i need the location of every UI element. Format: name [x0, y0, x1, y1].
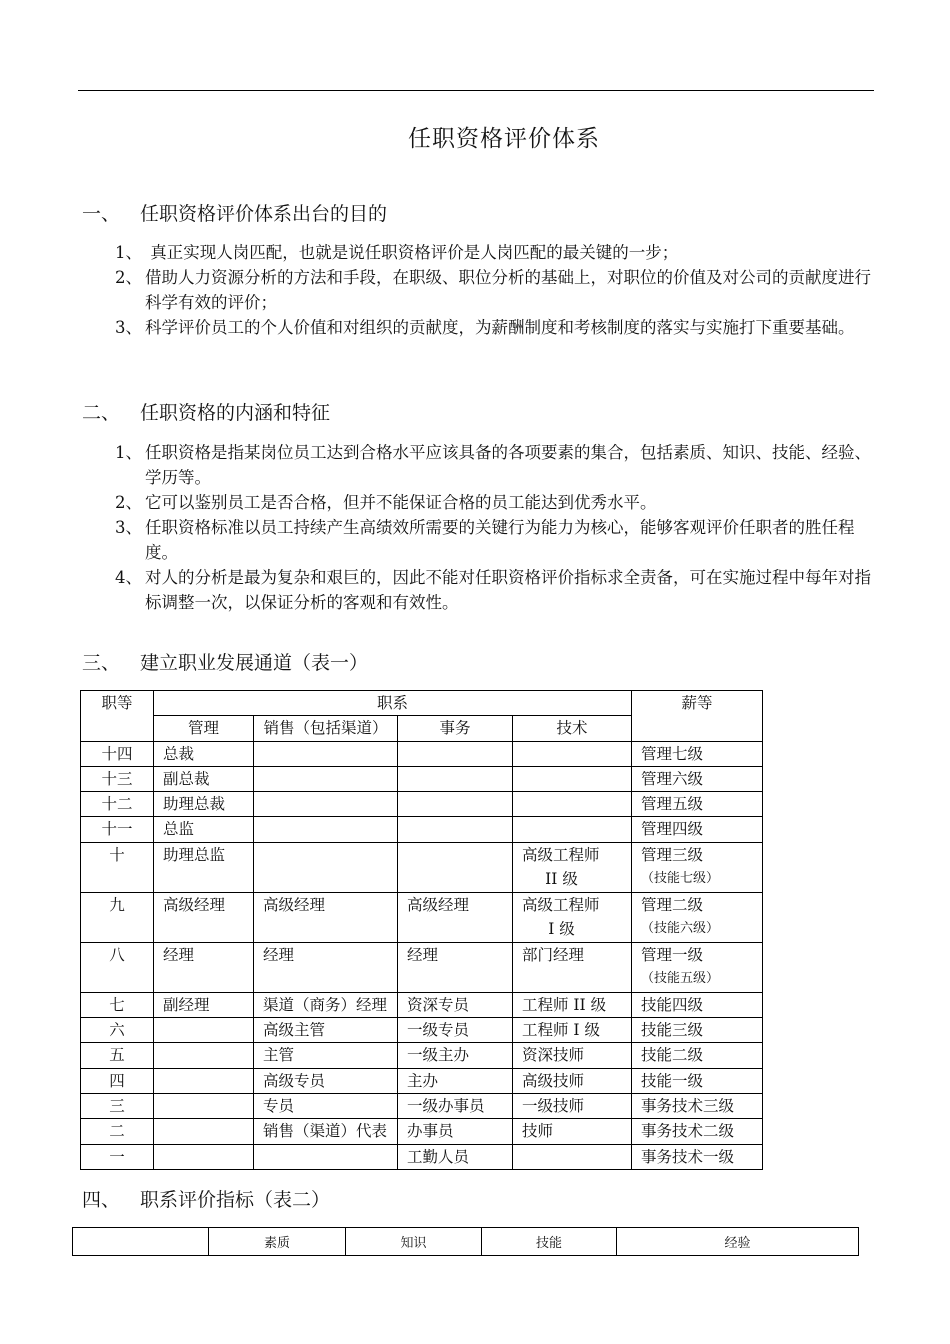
- affairs-cell-text: 工勤人员: [407, 1147, 470, 1166]
- management-cell: [154, 1119, 254, 1144]
- management-cell: [154, 1043, 254, 1068]
- table-row: [81, 792, 763, 817]
- grade-cell: [81, 992, 154, 1017]
- sales-cell: [254, 1043, 398, 1068]
- technical-cell-text: 一级技师: [522, 1096, 585, 1115]
- pay-grade-cell-text: 事务技术一级: [641, 1147, 735, 1166]
- technical-level-text: I 级: [548, 919, 575, 938]
- table-row: [81, 766, 763, 791]
- pay-grade-cell-text: 技能四级: [641, 995, 704, 1014]
- management-cell: [154, 1093, 254, 1118]
- technical-cell: [513, 1119, 632, 1144]
- affairs-cell: [398, 817, 513, 842]
- section-heading-2: [82, 398, 330, 425]
- table-row: [81, 1043, 763, 1068]
- affairs-cell: [398, 766, 513, 791]
- grade-cell-text: 五: [109, 1046, 125, 1065]
- technical-cell: [513, 1018, 632, 1043]
- management-cell-text: 副经理: [163, 995, 210, 1014]
- technical-cell-text: 工程师 II 级: [522, 995, 607, 1014]
- sales-cell: [254, 942, 398, 992]
- affairs-cell-text: 经理: [407, 945, 439, 964]
- pay-subgrade-text: （技能七级）: [641, 870, 720, 886]
- affairs-cell: [398, 1068, 513, 1093]
- header-cell: 职等: [81, 691, 154, 742]
- grade-cell: [81, 741, 154, 766]
- management-cell: [154, 992, 254, 1017]
- grade-cell: [81, 792, 154, 817]
- item-text: 科学评价员工的个人价值和对组织的贡献度，为薪酬制度和考核制度的落实与实施打下重要基础。: [145, 318, 855, 337]
- technical-cell: [513, 992, 632, 1017]
- sales-cell-text: 经理: [263, 945, 295, 964]
- technical-cell: [513, 842, 632, 892]
- pay-grade-cell-text: 管理六级: [641, 769, 704, 788]
- affairs-cell: [398, 1043, 513, 1068]
- table-row: [81, 1068, 763, 1093]
- sales-cell: [254, 1144, 398, 1169]
- header-cell: 技能: [482, 1228, 617, 1256]
- technical-cell: [513, 766, 632, 791]
- sales-cell-text: 主管: [263, 1046, 295, 1065]
- header-cell: 素质: [209, 1228, 346, 1256]
- table-row: [81, 942, 763, 992]
- section-number: 二、: [82, 402, 121, 424]
- section-number: 三、: [82, 652, 121, 674]
- header-cell: 职系: [154, 691, 632, 716]
- pay-grade-cell-text: 事务技术二级: [641, 1122, 735, 1141]
- table-row: [81, 992, 763, 1017]
- header-rule: [78, 90, 874, 91]
- pay-grade-cell-text: 事务技术三级: [641, 1096, 735, 1115]
- sales-cell: [254, 892, 398, 942]
- section-number: 四、: [82, 1189, 121, 1211]
- affairs-cell: [398, 892, 513, 942]
- sales-cell: [254, 1093, 398, 1118]
- table-row: [81, 741, 763, 766]
- list-item: [115, 265, 875, 315]
- technical-cell: [513, 942, 632, 992]
- sales-cell-text: 高级经理: [263, 895, 326, 914]
- management-cell-text: 助理总监: [163, 845, 226, 864]
- sales-cell-text: 渠道（商务）经理: [263, 995, 388, 1014]
- pay-grade-cell-text: 管理一级: [641, 945, 704, 964]
- header-cell: 薪等: [632, 691, 763, 742]
- item-number: 2、: [115, 268, 142, 287]
- sales-cell: [254, 792, 398, 817]
- affairs-cell-text: 主办: [407, 1071, 439, 1090]
- management-cell: [154, 817, 254, 842]
- list-item: [115, 440, 875, 490]
- list-item: [115, 240, 875, 265]
- technical-cell: [513, 817, 632, 842]
- grade-cell: [81, 1068, 154, 1093]
- sales-cell: [254, 992, 398, 1017]
- grade-cell-text: 十: [109, 845, 125, 864]
- technical-cell-text: 高级技师: [522, 1071, 585, 1090]
- affairs-cell-text: 一级主办: [407, 1046, 470, 1065]
- item-text: 借助人力资源分析的方法和手段，在职级、职位分析的基础上，对职位的价值及对公司的贡献度进行科学有效的评价；: [145, 268, 871, 312]
- sales-cell: [254, 766, 398, 791]
- pay-grade-cell-text: 技能三级: [641, 1021, 704, 1040]
- section-1-list: [115, 240, 875, 340]
- section-title: 任职资格的内涵和特征: [140, 402, 331, 424]
- pay-subgrade-text: （技能六级）: [641, 920, 720, 936]
- affairs-cell-text: 一级办事员: [407, 1096, 485, 1115]
- sales-cell-text: 专员: [263, 1096, 295, 1115]
- sales-cell-text: 销售（渠道）代表: [263, 1122, 388, 1141]
- pay-grade-cell: [632, 741, 763, 766]
- sales-cell: [254, 1068, 398, 1093]
- header-cell: 事务: [398, 716, 513, 741]
- item-text: 真正实现人岗匹配，也就是说任职资格评价是人岗匹配的最关键的一步；: [145, 243, 679, 262]
- grade-cell: [81, 892, 154, 942]
- affairs-cell: [398, 1018, 513, 1043]
- pay-grade-cell: [632, 792, 763, 817]
- affairs-cell: [398, 741, 513, 766]
- sales-cell: [254, 817, 398, 842]
- table-header-row: [73, 1228, 859, 1256]
- management-cell: [154, 892, 254, 942]
- grade-cell-text: 十一: [101, 820, 133, 839]
- pay-grade-cell: [632, 992, 763, 1017]
- affairs-cell-text: 一级专员: [407, 1021, 470, 1040]
- table-row: [81, 1018, 763, 1043]
- pay-grade-cell: [632, 1093, 763, 1118]
- management-cell: [154, 1144, 254, 1169]
- header-cell: 知识: [346, 1228, 482, 1256]
- sales-cell-text: 高级专员: [263, 1071, 326, 1090]
- header-cell: [73, 1228, 209, 1256]
- section-heading-4: [82, 1185, 330, 1212]
- technical-level-text: II 级: [545, 869, 578, 888]
- sales-cell: [254, 1119, 398, 1144]
- section-title: 职系评价指标（表二）: [140, 1189, 331, 1211]
- table-row: [81, 1144, 763, 1169]
- pay-grade-cell: [632, 1119, 763, 1144]
- grade-cell-text: 六: [109, 1021, 125, 1040]
- grade-cell-text: 八: [109, 945, 125, 964]
- pay-grade-cell: [632, 942, 763, 992]
- technical-cell: [513, 1043, 632, 1068]
- grade-cell-text: 九: [109, 895, 125, 914]
- item-number: 3、: [115, 318, 142, 337]
- grade-cell: [81, 766, 154, 791]
- management-cell: [154, 842, 254, 892]
- table-row: [81, 842, 763, 892]
- career-path-table: [80, 690, 763, 1170]
- technical-cell: [513, 1144, 632, 1169]
- technical-cell-text: 高级工程师: [522, 895, 600, 914]
- section-heading-1: [82, 199, 387, 226]
- technical-cell: [513, 741, 632, 766]
- item-number: 1、: [115, 243, 142, 262]
- technical-cell-text: 工程师 I 级: [522, 1021, 600, 1040]
- item-number: 2、: [115, 493, 142, 512]
- item-number: 1、: [115, 443, 142, 462]
- affairs-cell-text: 办事员: [407, 1122, 454, 1141]
- pay-grade-cell: [632, 766, 763, 791]
- grade-cell-text: 一: [109, 1147, 125, 1166]
- pay-grade-cell: [632, 1043, 763, 1068]
- table-row: [81, 1119, 763, 1144]
- header-cell: 管理: [154, 716, 254, 741]
- pay-grade-cell-text: 技能二级: [641, 1046, 704, 1065]
- grade-cell-text: 三: [109, 1096, 125, 1115]
- grade-cell-text: 十四: [101, 744, 133, 763]
- technical-cell-text: 资深技师: [522, 1046, 585, 1065]
- section-title: 任职资格评价体系出台的目的: [140, 203, 388, 225]
- grade-cell-text: 二: [109, 1122, 125, 1141]
- grade-cell: [81, 1043, 154, 1068]
- section-2-list: [115, 440, 875, 615]
- affairs-cell: [398, 842, 513, 892]
- pay-grade-cell: [632, 892, 763, 942]
- affairs-cell: [398, 1144, 513, 1169]
- grade-cell: [81, 1018, 154, 1043]
- grade-cell-text: 七: [109, 995, 125, 1014]
- table-row: [81, 817, 763, 842]
- management-cell: [154, 741, 254, 766]
- list-item: [115, 490, 875, 515]
- management-cell: [154, 942, 254, 992]
- pay-grade-cell-text: 管理四级: [641, 820, 704, 839]
- item-number: 3、: [115, 518, 142, 537]
- affairs-cell: [398, 1093, 513, 1118]
- management-cell-text: 高级经理: [163, 895, 226, 914]
- management-cell-text: 总监: [163, 820, 195, 839]
- pay-grade-cell: [632, 1018, 763, 1043]
- table-row: [81, 892, 763, 942]
- grade-cell: [81, 1144, 154, 1169]
- management-cell: [154, 1068, 254, 1093]
- management-cell: [154, 792, 254, 817]
- item-text: 它可以鉴别员工是否合格，但并不能保证合格的员工能达到优秀水平。: [145, 493, 657, 512]
- management-cell-text: 经理: [163, 945, 195, 964]
- section-number: 一、: [82, 203, 121, 225]
- sales-cell: [254, 741, 398, 766]
- header-cell: 销售（包括渠道）: [254, 716, 398, 741]
- list-item: [115, 515, 875, 565]
- management-cell: [154, 766, 254, 791]
- grade-cell: [81, 942, 154, 992]
- affairs-cell: [398, 1119, 513, 1144]
- pay-grade-cell-text: 管理七级: [641, 744, 704, 763]
- pay-grade-cell: [632, 1144, 763, 1169]
- sales-cell: [254, 1018, 398, 1043]
- grade-cell: [81, 842, 154, 892]
- affairs-cell-text: 资深专员: [407, 995, 470, 1014]
- item-number: 4、: [115, 568, 142, 587]
- item-text: 任职资格是指某岗位员工达到合格水平应该具备的各项要素的集合，包括素质、知识、技能、经验、学历等。: [145, 443, 871, 487]
- grade-cell-text: 十二: [101, 795, 133, 814]
- management-cell-text: 副总裁: [163, 769, 210, 788]
- page-title: 任职资格评价体系: [408, 126, 600, 152]
- pay-grade-cell: [632, 817, 763, 842]
- grade-cell: [81, 817, 154, 842]
- management-cell-text: 助理总裁: [163, 795, 226, 814]
- management-cell-text: 总裁: [163, 744, 195, 763]
- technical-cell: [513, 892, 632, 942]
- technical-cell: [513, 1068, 632, 1093]
- section-title: 建立职业发展通道（表一）: [140, 652, 369, 674]
- grade-cell: [81, 1119, 154, 1144]
- item-text: 任职资格标准以员工持续产生高绩效所需要的关键行为能力为核心，能够客观评价任职者的胜任程度。: [145, 518, 855, 562]
- affairs-cell-text: 高级经理: [407, 895, 470, 914]
- header-cell: 经验: [617, 1228, 859, 1256]
- sales-cell-text: 高级主管: [263, 1021, 326, 1040]
- pay-subgrade-text: （技能五级）: [641, 970, 720, 986]
- grade-cell-text: 十三: [101, 769, 133, 788]
- technical-cell: [513, 792, 632, 817]
- pay-grade-cell-text: 管理五级: [641, 795, 704, 814]
- table-header-row: [81, 691, 763, 716]
- list-item: [115, 565, 875, 615]
- pay-grade-cell: [632, 1068, 763, 1093]
- pay-grade-cell-text: 管理三级: [641, 845, 704, 864]
- pay-grade-cell-text: 技能一级: [641, 1071, 704, 1090]
- technical-cell: [513, 1093, 632, 1118]
- technical-cell-text: 高级工程师: [522, 845, 600, 864]
- grade-cell: [81, 1093, 154, 1118]
- pay-grade-cell: [632, 842, 763, 892]
- affairs-cell: [398, 992, 513, 1017]
- technical-cell-text: 技师: [522, 1122, 554, 1141]
- list-item: [115, 315, 875, 340]
- technical-cell-text: 部门经理: [522, 945, 585, 964]
- evaluation-index-table: [72, 1227, 859, 1256]
- table-row: [81, 1093, 763, 1118]
- item-text: 对人的分析是最为复杂和艰巨的，因此不能对任职资格评价指标求全责备，可在实施过程中每年对指标调整一次，以保证分析的客观和有效性。: [145, 568, 871, 612]
- pay-grade-cell-text: 管理二级: [641, 895, 704, 914]
- header-cell: 技术: [513, 716, 632, 741]
- sales-cell: [254, 842, 398, 892]
- affairs-cell: [398, 792, 513, 817]
- affairs-cell: [398, 942, 513, 992]
- management-cell: [154, 1018, 254, 1043]
- grade-cell-text: 四: [109, 1071, 125, 1090]
- section-heading-3: [82, 648, 368, 675]
